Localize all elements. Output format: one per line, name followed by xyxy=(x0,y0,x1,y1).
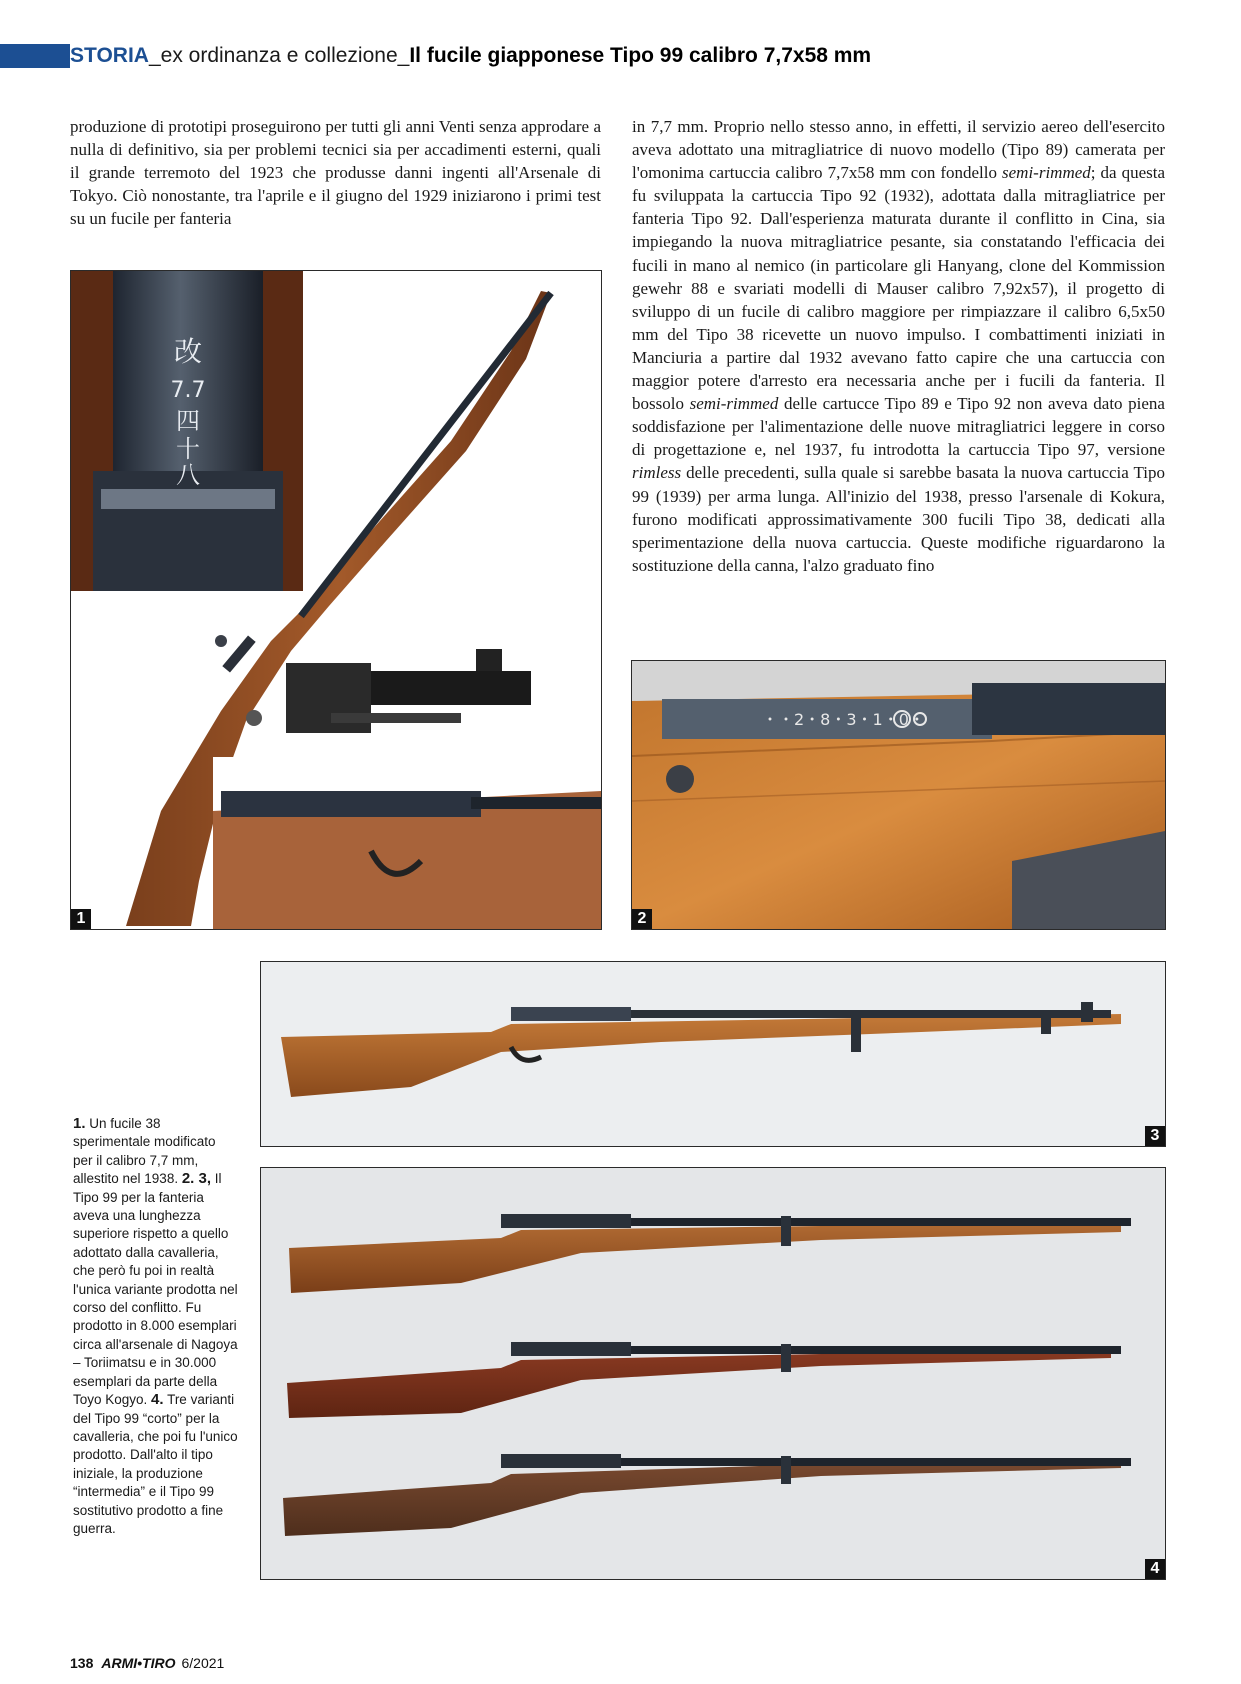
svg-text:7.7: 7.7 xyxy=(170,378,206,403)
page-footer xyxy=(70,1655,224,1671)
section-label: STORIA xyxy=(70,44,149,67)
body-text-right xyxy=(632,115,1165,577)
magazine-logo: ARMI•TIRO xyxy=(101,1655,176,1671)
section-color-bar xyxy=(0,44,70,68)
figure-3-photo xyxy=(260,961,1166,1147)
svg-text:改: 改 xyxy=(173,335,203,368)
figure-2-number: 2 xyxy=(632,909,652,929)
text-run: ; da questa fu sviluppata la cartuccia Tipo 92 (1932), adottata dalla mitragliatrice per fanteria Tipo 92. Dall'esperienza maturata durante il conflitto in Cina, sia impiegando la nuova mitragliatrice pesante, sia constatando l'efficacia dei fucili in mano al nemico (in particolare gli Hanyang, clone del Kommission gewehr 88 e svariati modelli di Mauser calibro 7,92x57), il progetto di sviluppo di un fucile di calibro maggiore per rimpiazzare il calibro 6,5x50 mm del Tipo 38 ricevette un nuovo impulso. I combattimenti iniziati in Manciuria a partire dal 1932 avevano fatto capire che una cartuccia con maggior potere d'arresto era necessaria anche per i fucili da fanteria. Il bossolo xyxy=(632,163,1166,414)
caption-number: 2. 3, xyxy=(181,1170,212,1188)
figure-4-number: 4 xyxy=(1145,1559,1165,1579)
issue-label: 6/2021 xyxy=(181,1655,225,1671)
figure-4-photo xyxy=(260,1167,1166,1580)
figure-1-photo xyxy=(70,270,602,930)
italic-term: semi-rimmed xyxy=(689,394,779,414)
figure-3-number: 3 xyxy=(1145,1126,1165,1146)
caption-number: 1. xyxy=(73,1115,86,1132)
receiver-markings-illustration xyxy=(632,661,1165,929)
caption-text: Tre varianti del Tipo 99 “corto” per la cavalleria, che poi fu l'unico prodotto. Dall'alto il tipo iniziale, la produzione “intermedia” e il Tipo 99 sostitutivo prodotto a fine guerra. xyxy=(73,1392,238,1536)
article-title: Il fucile giapponese Tipo 99 calibro 7,7x58 mm xyxy=(409,44,872,67)
figure-2-photo xyxy=(631,660,1166,930)
svg-text:十: 十 xyxy=(176,435,200,463)
svg-text:四: 四 xyxy=(176,407,200,435)
figure-captions xyxy=(73,1115,238,1538)
running-header xyxy=(70,42,871,70)
figure-1-number: 1 xyxy=(71,909,91,929)
caption-text: Un fucile 38 sperimentale modificato per il calibro 7,7 mm, allestito nel 1938. xyxy=(73,1116,216,1187)
three-type-99-cavalry-rifles-illustration xyxy=(261,1168,1165,1579)
text-run: delle precedenti, sulla quale si sarebbe basata la nuova cartuccia Tipo 99 (1939) per arma lunga. All'inizio del 1938, presso l'arsenale di Kokura, furono modificati approssimativamente 300 fucili Tipo 38, dedicati alla sperimentazione della nuova cartuccia. Queste modifiche riguardarono la sostituzione della canna, l'alzo graduato fino xyxy=(632,463,1165,575)
svg-text:・・2・8・3・1・0・: ・・2・8・3・1・0・ xyxy=(762,710,925,729)
paragraph: produzione di prototipi proseguirono per tutti gli anni Venti senza approdare a nulla di definitivo, sia per problemi tecnici sia per accadimenti esterni, quali il grande terremoto del 1923 che produsse danni ingenti all'Arsenale di Tokyo. Ciò nonostante, tra l'aprile e il giugno del 1929 iniziarono i primi test su un fucile per fanteria xyxy=(70,117,601,229)
body-text-left xyxy=(70,115,601,230)
text-run: in 7,7 mm. Proprio nello stesso anno, in effetti, il servizio aereo dell'esercito aveva adottato una mitragliatrice di nuovo modello (Tipo 89) camerata per l'omonima cartuccia calibro 7,7x58 mm con fondello xyxy=(632,117,1165,183)
type-99-infantry-rifle-illustration xyxy=(261,962,1165,1146)
rifle-38-experimental-illustration xyxy=(71,271,601,929)
italic-term: semi-rimmed xyxy=(1002,163,1091,183)
caption-text: Il Tipo 99 per la fanteria aveva una lunghezza superiore rispetto a quello adottato dalla cavalleria, che però fu poi in realtà l'unica variante prodotta nel corso del conflitto. Fu prodotto in 8.000 esemplari circa all'arsenale di Nagoya – Toriimatsu e in 30.000 esemplari da parte della Toyo Kogyo. xyxy=(73,1171,238,1408)
paragraph xyxy=(632,115,1165,577)
subsection-label: _ex ordinanza e collezione_ xyxy=(148,44,410,67)
italic-term: rimless xyxy=(632,463,682,483)
caption-number: 4. xyxy=(151,1391,164,1409)
page-number: 138 xyxy=(70,1655,94,1671)
svg-text:八: 八 xyxy=(176,461,200,489)
text-run: delle cartucce Tipo 89 e Tipo 92 non aveva dato piena soddisfazione per l'alimentazione delle nuove mitragliatrici leggere in corso di progettazione e, nel 1937, fu introdotta la cartuccia Tipo 97, versione xyxy=(632,394,1165,460)
